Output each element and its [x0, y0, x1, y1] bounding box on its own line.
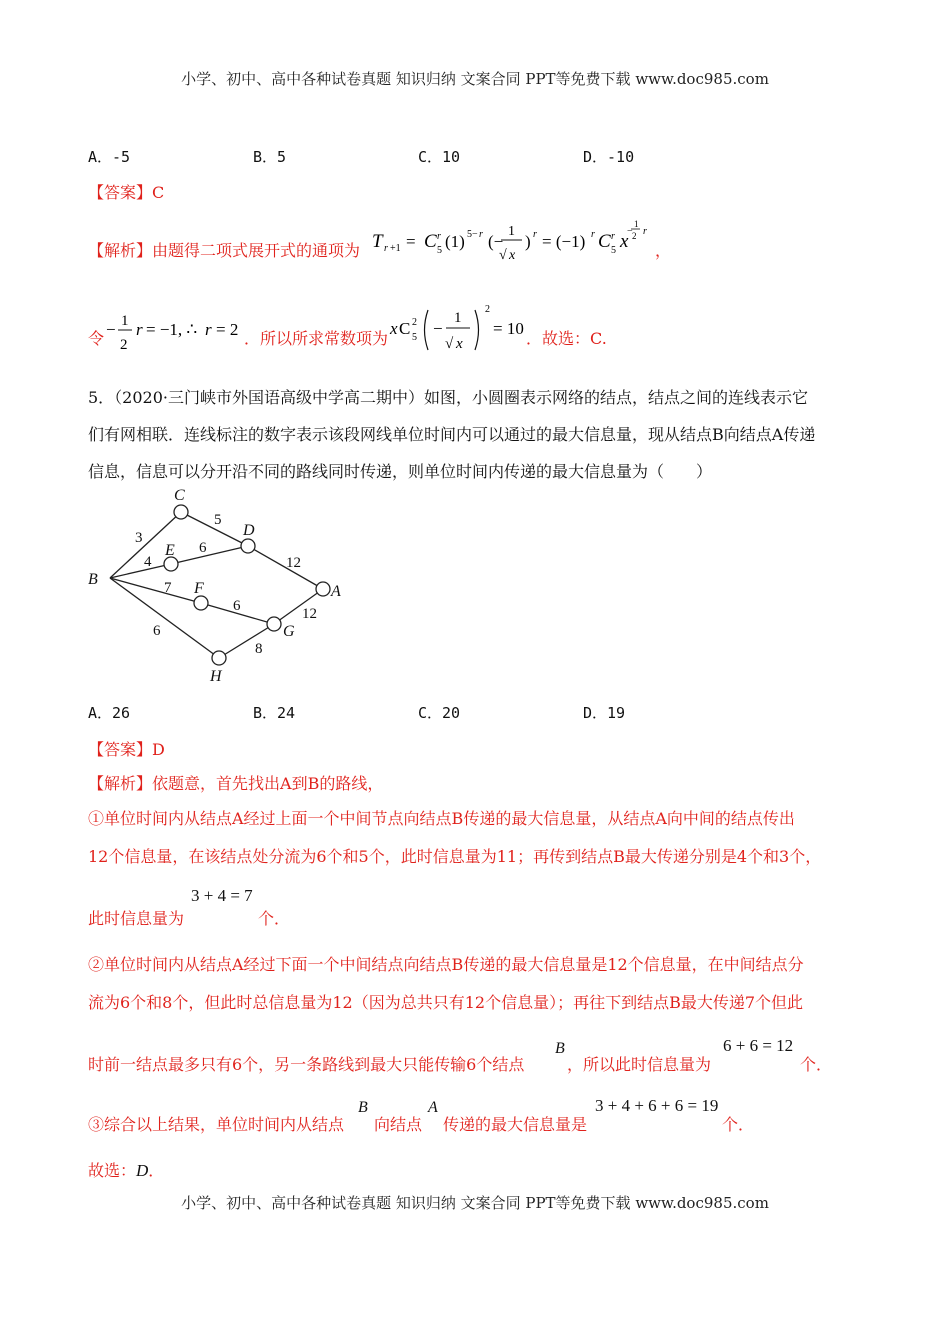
- edge-h-g: [219, 624, 274, 658]
- q5-analysis-text: 依题意，首先找出A到B的路线，: [152, 774, 384, 793]
- q5-answer: 【答案】D: [88, 740, 165, 759]
- node-label-b: B: [88, 571, 98, 588]
- node-label-g: G: [283, 623, 295, 640]
- q5-p2-line3-b: ，所以此时信息量为: [567, 1055, 712, 1074]
- svg-text:): ): [525, 232, 531, 251]
- svg-text:√: √: [499, 248, 507, 263]
- q5-p1-line1: ①单位时间内从结点A经过上面一个中间节点向结点B传递的最大信息量，从结点A向中间的结点传出: [88, 809, 795, 828]
- q4-analysis: [88, 238, 360, 261]
- svg-text:2: 2: [485, 304, 490, 315]
- svg-text:(1): (1): [445, 232, 465, 251]
- q5-p2-line2: 流为6个和8个，但此时总信息量为12（因为总共只有12个信息量）；再往下到结点B最大传递7个但此: [88, 993, 804, 1012]
- node-f: [194, 596, 208, 610]
- q4-analysis-text: 由题得二项式展开式的通项为: [152, 241, 361, 260]
- q5-stem-line3: 信息，信息可以分开沿不同的路线同时传递，则单位时间内传递的最大信息量为（ ）: [88, 462, 713, 481]
- svg-text:(−: (−: [488, 232, 504, 251]
- svg-text:2: 2: [412, 317, 417, 328]
- svg-text:−: −: [106, 320, 116, 339]
- q4-formula-r: [104, 305, 244, 355]
- node-d: [241, 539, 255, 553]
- svg-text:r: r: [437, 231, 441, 242]
- q5-p1-line3-a: 此时信息量为: [88, 909, 185, 928]
- q5-p1-equation: 3 + 4 = 7: [191, 886, 253, 905]
- svg-text:5: 5: [611, 245, 616, 256]
- q4-let: 令: [88, 329, 105, 348]
- svg-text:r: r: [611, 231, 615, 242]
- q4-formula-general-term: [370, 215, 660, 265]
- q4-conclusion: 故选：C.: [542, 329, 607, 348]
- edge-label-bf: 7: [164, 580, 172, 596]
- svg-text:+1: +1: [390, 243, 401, 254]
- edge-label-bh: 6: [153, 623, 161, 639]
- q5-stem-line2: 们有网相联．连线标注的数字表示该段网线单位时间内可以通过的最大信息量，现从结点B向结点A传递: [88, 425, 816, 444]
- q5-p1-line3-b: 个．: [258, 909, 291, 928]
- q4-option-d: D．-10: [583, 148, 635, 166]
- svg-text:5−: 5−: [467, 229, 478, 240]
- q5-p2-line1: ②单位时间内从结点A经过下面一个中间结点向结点B传递的最大信息量是12个信息量，在中间结点分: [88, 955, 804, 974]
- svg-text:x: x: [620, 231, 629, 252]
- q5-conclusion: 故选：D．: [88, 1161, 165, 1180]
- svg-text:= 2: = 2: [216, 320, 239, 339]
- svg-text:r: r: [533, 229, 537, 240]
- svg-text:= −1, ∴: = −1, ∴: [146, 320, 198, 339]
- svg-text:−: −: [433, 319, 443, 338]
- svg-text:= 10: = 10: [493, 319, 524, 338]
- q5-stem-line1: 5．（2020·三门峡市外国语高级中学高二期中）如图，小圆圈表示网络的结点，结点之间的连线表示它: [88, 388, 808, 407]
- node-label-d: D: [243, 522, 255, 539]
- edge-label-hg: 8: [255, 641, 263, 657]
- edge-e-d: [171, 546, 248, 564]
- node-g: [267, 617, 281, 631]
- svg-text:1: 1: [508, 224, 515, 239]
- svg-text:5: 5: [437, 245, 442, 256]
- svg-text:−: −: [627, 226, 633, 237]
- svg-text:r: r: [643, 226, 647, 237]
- q4-option-c: C．10: [418, 148, 461, 166]
- q5-p3-equation: 3 + 4 + 6 + 6 = 19: [595, 1096, 719, 1115]
- q4-formula-constant: [388, 298, 528, 358]
- q5-option-d: D．19: [583, 704, 626, 722]
- q5-analysis: [88, 771, 383, 794]
- edge-label-ga: 12: [302, 606, 317, 622]
- q4-analysis-label: 【解析】: [88, 241, 153, 260]
- node-label-c: C: [174, 487, 185, 504]
- q5-p2-line3-a: 时前一结点最多只有6个，另一条路线到最大只能传输6个结点: [88, 1055, 525, 1074]
- node-c: [174, 505, 188, 519]
- q5-conclusion-choice: D: [136, 1161, 149, 1180]
- q5-conclusion-text: 故选：: [88, 1161, 137, 1180]
- q5-option-b: B．24: [253, 704, 296, 722]
- q4-answer: 【答案】C: [88, 183, 165, 202]
- edge-label-ed: 6: [199, 540, 207, 556]
- q5-p3-a: ③综合以上结果，单位时间内从结点: [88, 1115, 345, 1134]
- q5-p3-d: 个．: [722, 1115, 755, 1134]
- svg-text:2: 2: [632, 231, 637, 241]
- node-label-e: E: [165, 542, 175, 559]
- node-a: [316, 582, 330, 596]
- svg-text:T: T: [372, 231, 383, 252]
- q5-p2-equation: 6 + 6 = 12: [723, 1036, 794, 1055]
- page-header: 小学、初中、高中各种试卷真题 知识归纳 文案合同 PPT等免费下载 www.doc985.com: [181, 70, 769, 88]
- q4-constant-term-text: 所以所求常数项为: [260, 329, 389, 348]
- edge-label-fg: 6: [233, 598, 241, 614]
- svg-text:C: C: [598, 231, 611, 252]
- svg-text:√: √: [445, 336, 454, 352]
- svg-text:x: x: [456, 336, 463, 352]
- svg-text:x: x: [509, 248, 516, 263]
- node-e: [164, 557, 178, 571]
- q4-option-a: A．-5: [88, 148, 131, 166]
- svg-text:2: 2: [120, 337, 128, 353]
- edge-label-bc: 3: [135, 530, 143, 546]
- edge-label-da: 12: [286, 555, 301, 571]
- edge-b-e: [110, 564, 171, 578]
- svg-text:C: C: [399, 319, 411, 338]
- svg-text:r: r: [591, 229, 595, 240]
- svg-text:x: x: [390, 319, 398, 338]
- page-footer: 小学、初中、高中各种试卷真题 知识归纳 文案合同 PPT等免费下载 www.doc985.com: [181, 1194, 769, 1212]
- svg-text:1: 1: [121, 313, 129, 329]
- q4-option-b: B．5: [253, 148, 287, 166]
- svg-text:= (−1): = (−1): [542, 232, 586, 251]
- svg-text:r: r: [136, 320, 143, 339]
- q5-p3-c: 传递的最大信息量是: [443, 1115, 588, 1134]
- node-label-a: A: [331, 583, 341, 600]
- q5-p2-line3-c: 个．: [800, 1055, 833, 1074]
- q5-analysis-label: 【解析】: [88, 774, 153, 793]
- edge-label-be: 4: [144, 554, 152, 570]
- node-label-f: F: [194, 580, 204, 597]
- node-h: [212, 651, 226, 665]
- svg-text:=: =: [406, 232, 416, 251]
- svg-text:5: 5: [412, 332, 417, 343]
- svg-text:r: r: [479, 229, 483, 240]
- edge-label-cd: 5: [214, 512, 222, 528]
- svg-text:r: r: [205, 320, 212, 339]
- q5-option-a: A．26: [88, 704, 131, 722]
- node-label-h: H: [210, 668, 222, 685]
- network-diagram: [80, 485, 360, 690]
- q5-option-c: C．20: [418, 704, 461, 722]
- q5-p3-b: 向结点: [374, 1115, 423, 1134]
- svg-text:C: C: [424, 231, 437, 252]
- svg-text:r: r: [384, 243, 388, 254]
- svg-text:1: 1: [454, 310, 462, 326]
- q5-p1-line2: 12个信息量，在该结点处分流为6个和5个，此时信息量为11；再传到结点B最大传递分别是4个和3个，: [88, 847, 822, 866]
- svg-text:1: 1: [634, 219, 639, 229]
- edge-b-f: [110, 578, 201, 603]
